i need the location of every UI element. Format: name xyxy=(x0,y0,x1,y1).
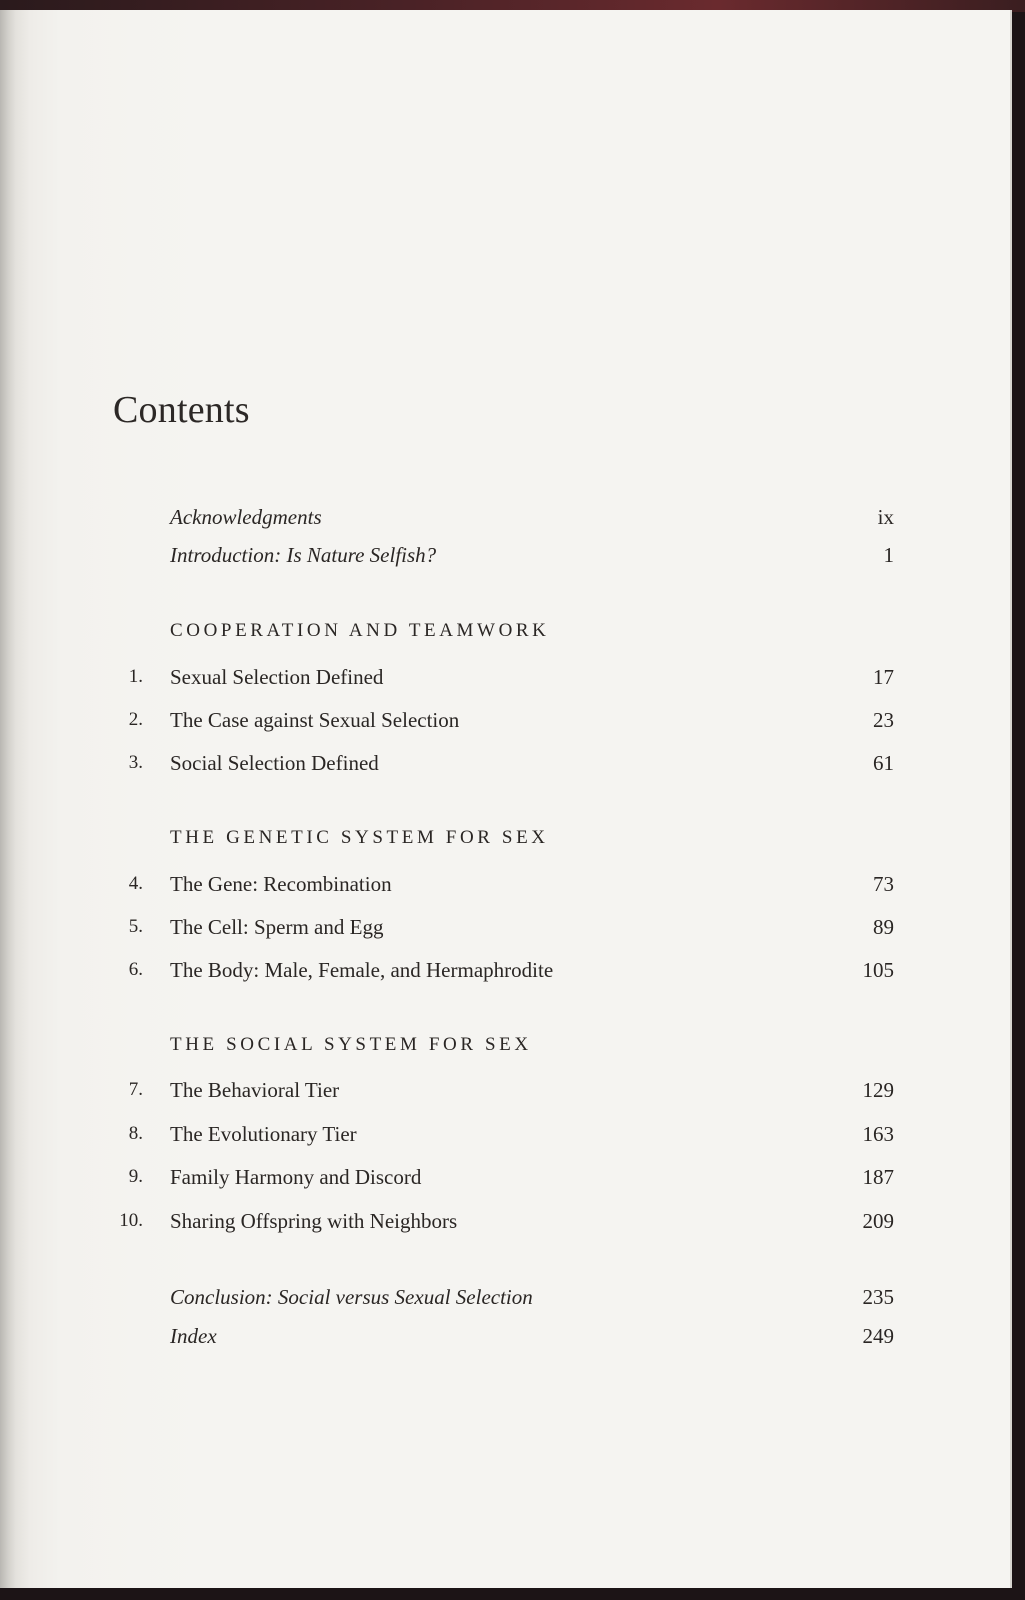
toc-entry-label: Index xyxy=(170,1324,217,1348)
chapter-number: 8. xyxy=(128,1123,143,1144)
chapter-title: The Gene: Recombination xyxy=(170,872,392,896)
toc-chapter-8[interactable] xyxy=(0,1117,1012,1151)
toc-entry-label: Introduction: Is Nature Selfish? xyxy=(170,543,437,567)
toc-entry-acknowledgments[interactable] xyxy=(0,500,1012,534)
chapter-page: 73 xyxy=(873,872,894,896)
page-title: Contents xyxy=(113,389,250,431)
toc-entry-introduction[interactable] xyxy=(0,538,1012,572)
chapter-title: Family Harmony and Discord xyxy=(170,1165,422,1189)
contents-page xyxy=(0,10,1012,1588)
toc-chapter-10[interactable] xyxy=(0,1204,1012,1238)
toc-entry-page: 235 xyxy=(862,1285,894,1309)
chapter-page: 209 xyxy=(862,1209,894,1233)
toc-entry-index[interactable] xyxy=(0,1319,1012,1353)
chapter-page: 187 xyxy=(862,1165,894,1189)
chapter-page: 129 xyxy=(862,1078,894,1102)
chapter-number: 9. xyxy=(128,1166,143,1187)
chapter-title: Sexual Selection Defined xyxy=(170,665,384,689)
chapter-number: 2. xyxy=(128,709,143,730)
chapter-number: 7. xyxy=(128,1079,143,1100)
chapter-page: 23 xyxy=(873,708,894,732)
toc-entry-conclusion[interactable] xyxy=(0,1280,1012,1314)
toc-entry-label: Conclusion: Social versus Sexual Selection xyxy=(170,1285,533,1309)
chapter-page: 61 xyxy=(873,751,894,775)
toc-chapter-7[interactable] xyxy=(0,1073,1012,1107)
chapter-page: 105 xyxy=(862,958,894,982)
chapter-number: 3. xyxy=(128,752,143,773)
toc-chapter-6[interactable] xyxy=(0,953,1012,987)
toc-chapter-5[interactable] xyxy=(0,910,1012,944)
chapter-title: Social Selection Defined xyxy=(170,751,379,775)
chapter-page: 17 xyxy=(873,665,894,689)
section-heading: THE GENETIC SYSTEM FOR SEX xyxy=(170,827,549,848)
toc-chapter-3[interactable] xyxy=(0,746,1012,780)
chapter-title: Sharing Offspring with Neighbors xyxy=(170,1209,458,1233)
toc-entry-page: ix xyxy=(877,505,894,529)
toc-chapter-2[interactable] xyxy=(0,703,1012,737)
chapter-title: The Cell: Sperm and Egg xyxy=(170,915,384,939)
toc-chapter-9[interactable] xyxy=(0,1160,1012,1194)
chapter-number: 10. xyxy=(119,1210,143,1231)
chapter-title: The Case against Sexual Selection xyxy=(170,708,460,732)
chapter-title: The Body: Male, Female, and Hermaphrodite xyxy=(170,958,554,982)
chapter-title: The Behavioral Tier xyxy=(170,1078,340,1102)
chapter-number: 1. xyxy=(128,666,143,687)
chapter-title: The Evolutionary Tier xyxy=(170,1122,357,1146)
toc-chapter-4[interactable] xyxy=(0,867,1012,901)
section-heading: COOPERATION AND TEAMWORK xyxy=(170,620,550,641)
toc-entry-label: Acknowledgments xyxy=(170,505,322,529)
toc-entry-page: 1 xyxy=(883,543,894,567)
chapter-page: 163 xyxy=(862,1122,894,1146)
chapter-number: 6. xyxy=(128,959,143,980)
chapter-page: 89 xyxy=(873,915,894,939)
chapter-number: 4. xyxy=(128,873,143,894)
section-heading: THE SOCIAL SYSTEM FOR SEX xyxy=(170,1034,532,1055)
chapter-number: 5. xyxy=(128,916,143,937)
toc-chapter-1[interactable] xyxy=(0,660,1012,694)
toc-entry-page: 249 xyxy=(862,1324,894,1348)
